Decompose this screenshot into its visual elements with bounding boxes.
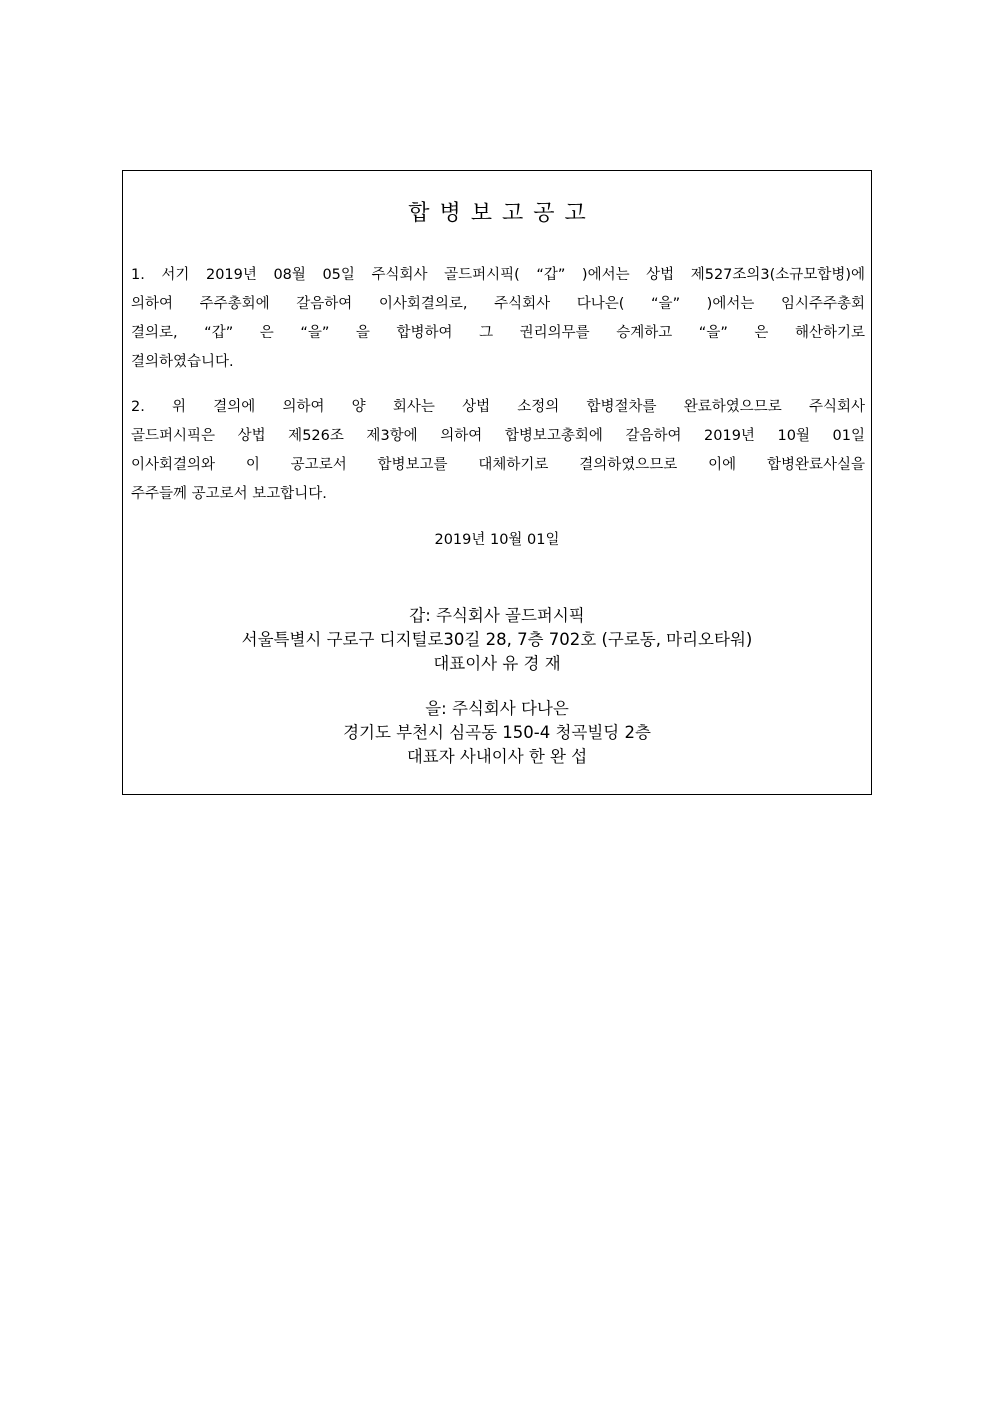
party-b-representative: 대표자 사내이사 한 완 섭 <box>406 747 588 766</box>
party-a-name: 갑: 주식회사 골드퍼시픽 <box>409 606 585 625</box>
paragraph-line: 1. 서기 2019년 08월 05일 주식회사 골드퍼시픽( “갑” )에서는 상법 제527조의3(소규모합병)에 <box>131 267 865 283</box>
party-a-representative: 대표이사 유 경 재 <box>433 654 561 673</box>
paragraph-line: 의하여 주주총회에 갈음하여 이사회결의로, 주식회사 다나은( “을” )에서는 임시주주총회 <box>131 296 865 312</box>
party-a-address: 서울특별시 구로구 디지털로30길 28, 7층 702호 (구로동, 마리오타워) <box>241 630 753 649</box>
party-a-block <box>123 604 871 676</box>
paragraph-completion <box>131 393 865 509</box>
party-b-address: 경기도 부천시 심곡동 150-4 청곡빌딩 2층 <box>343 723 651 742</box>
paragraph-line: 이사회결의와 이 공고로서 합병보고를 대체하기로 결의하였으므로 이에 합병완료사실을 <box>131 457 865 473</box>
paragraph-resolution <box>131 261 865 377</box>
notice-date: 2019년 10월 01일 <box>434 532 560 548</box>
notice-title: 합병보고공고 <box>408 201 596 226</box>
paragraph-line: 골드퍼시픽은 상법 제526조 제3항에 의하여 합병보고총회에 갈음하여 2019년 10월 01일 <box>131 428 865 444</box>
paragraph-line: 결의로, “갑” 은 “을” 을 합병하여 그 권리의무를 승계하고 “을” 은 해산하기로 <box>131 325 865 341</box>
paragraph-line: 결의하였습니다. <box>131 354 234 370</box>
merger-notice-box <box>122 170 872 795</box>
party-b-name: 을: 주식회사 다나은 <box>425 699 569 718</box>
paragraph-line: 2. 위 결의에 의하여 양 회사는 상법 소정의 합병절차를 완료하였으므로 주식회사 <box>131 399 865 415</box>
party-b-block <box>123 697 871 769</box>
paragraph-line: 주주들께 공고로서 보고합니다. <box>131 486 327 502</box>
